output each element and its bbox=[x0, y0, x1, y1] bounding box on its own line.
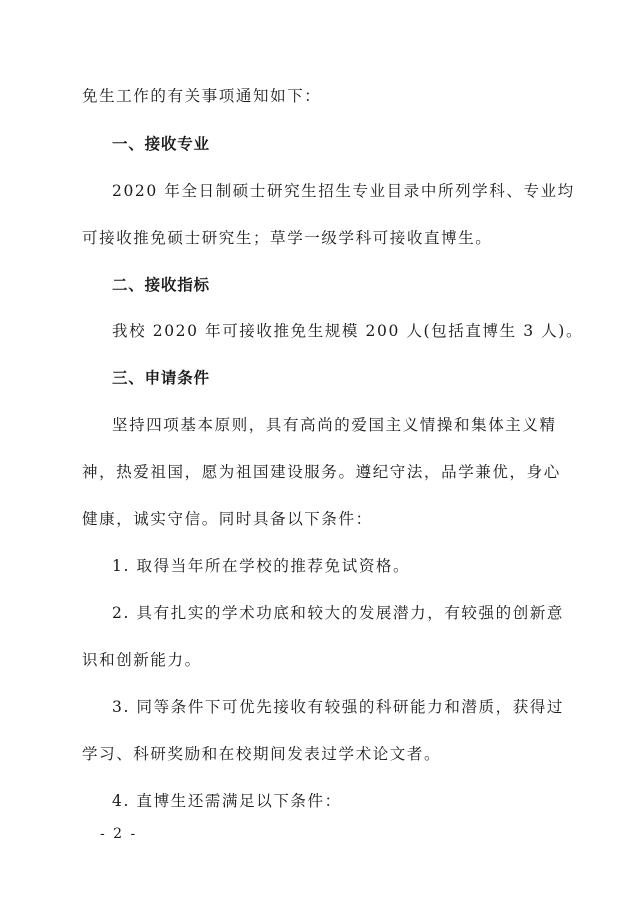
condition-item: 3. 同等条件下可优先接收有较强的科研能力和潜质，获得过 bbox=[112, 698, 565, 716]
condition-item: 2. 具有扎实的学术功底和较大的发展潜力，有较强的创新意 bbox=[112, 604, 565, 622]
heading-receive-majors: 一、接收专业 bbox=[112, 135, 210, 153]
condition-item-continued: 学习、科研奖励和在校期间发表过学术论文者。 bbox=[82, 745, 442, 763]
paragraph-line: 我校 2020 年可接收推免生规模 200 人(包括直博生 3 人)。 bbox=[112, 322, 584, 340]
paragraph-line: 坚持四项基本原则，具有高尚的爱国主义情操和集体主义精 bbox=[112, 416, 557, 434]
condition-item: 1. 取得当年所在学校的推荐免试资格。 bbox=[112, 557, 411, 575]
paragraph-line: 2020 年全日制硕士研究生招生专业目录中所列学科、专业均 bbox=[112, 182, 575, 200]
paragraph-line: 可接收推免硕士研究生；草学一级学科可接收直博生。 bbox=[82, 229, 493, 247]
heading-receive-quota: 二、接收指标 bbox=[112, 276, 210, 294]
heading-application-conditions: 三、申请条件 bbox=[112, 369, 210, 387]
condition-item: 4. 直博生还需满足以下条件： bbox=[112, 792, 342, 810]
paragraph-line: 神，热爱祖国，愿为祖国建设服务。遵纪守法，品学兼优，身心 bbox=[82, 463, 561, 481]
paragraph-line: 健康，诚实守信。同时具备以下条件： bbox=[82, 510, 373, 528]
intro-line: 免生工作的有关事项通知如下： bbox=[82, 87, 322, 105]
condition-item-continued: 识和创新能力。 bbox=[82, 651, 202, 669]
page-number: - 2 - bbox=[100, 826, 138, 842]
